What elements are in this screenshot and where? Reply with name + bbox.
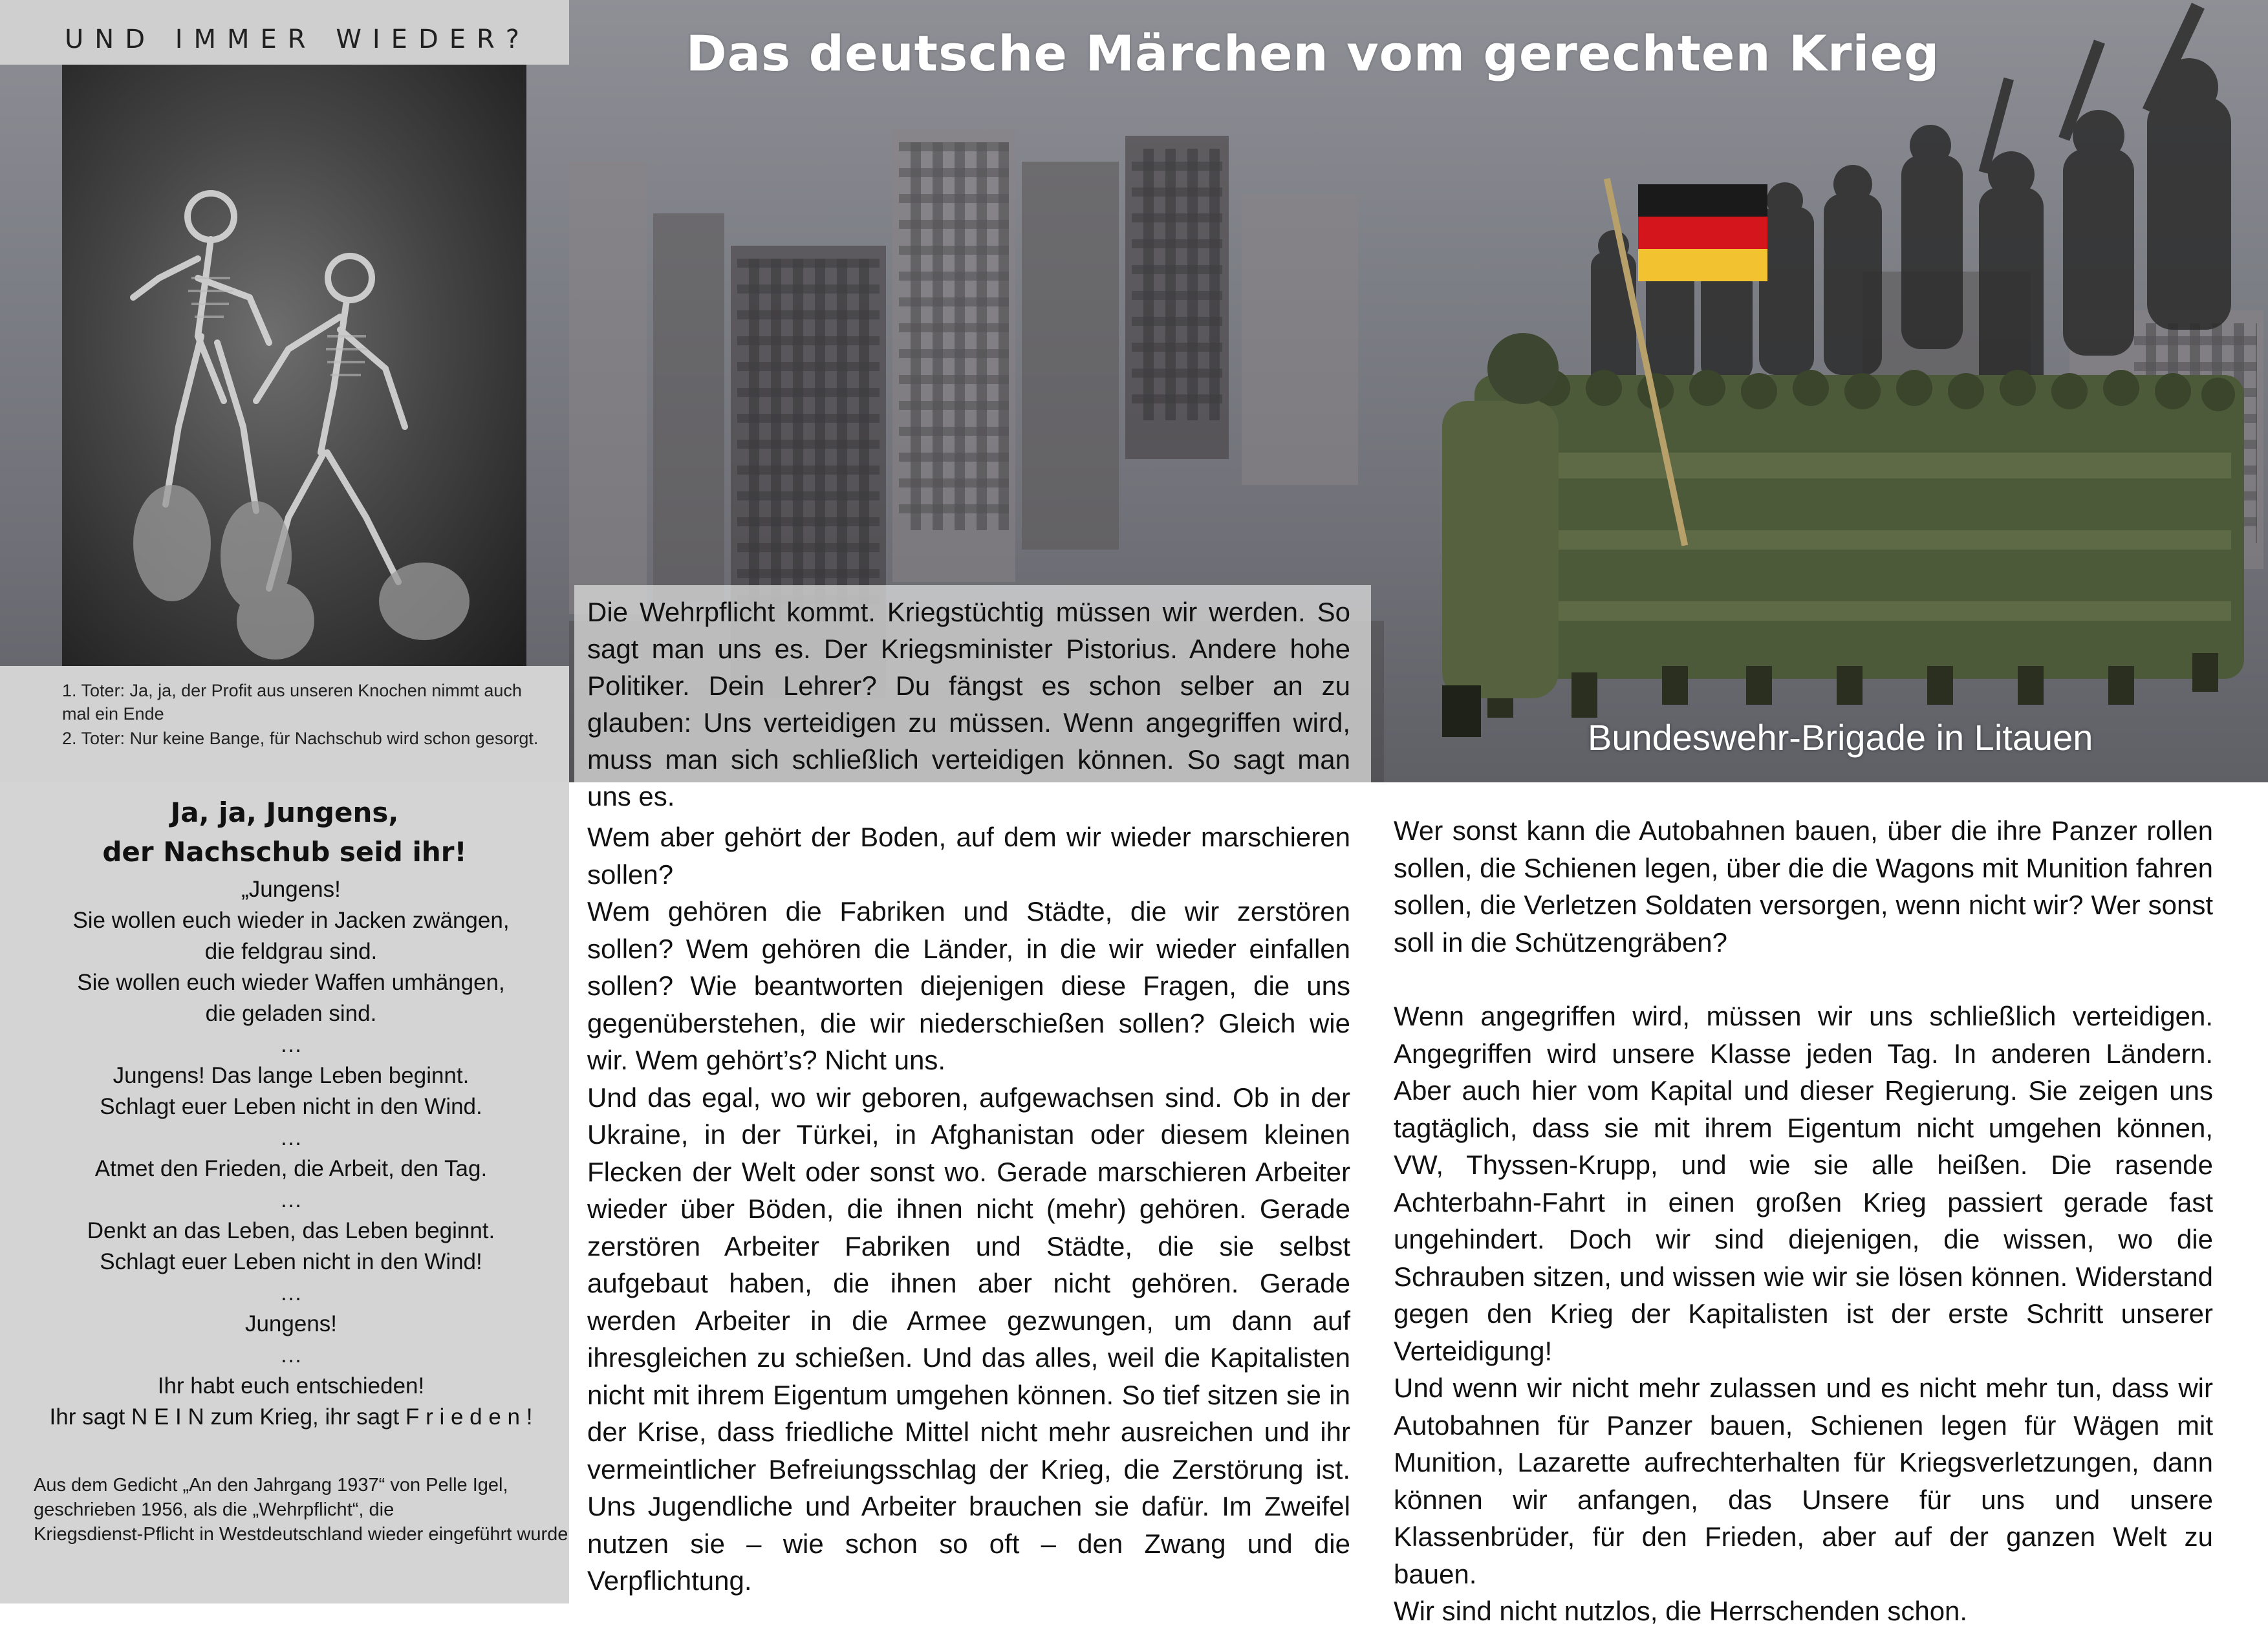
paragraph: Und wenn wir nicht mehr zulassen und es nicht mehr tun, dass wir Autobahnen für Panzer bauen, Schienen legen für Wägen mit Munition, Lazarette aufrechterhalten für Kriegsverletzungen, dann können wir anfangen, das Unsere für uns und unsere Klassenbrüder, für den Frieden, aber auf der ganzen Welt zu bauen. [1394, 1373, 2213, 1589]
poem-line: Schlagt euer Leben nicht in den Wind! [100, 1249, 482, 1274]
ruined-building [1242, 194, 1358, 485]
poem-line: Ihr sagt N E I N zum Krieg, ihr sagt F r i e d e n ! [49, 1404, 533, 1430]
brigade-photo-caption: Bundeswehr-Brigade in Litauen [1588, 717, 2093, 758]
poem-line: Schlagt euer Leben nicht in den Wind. [100, 1094, 482, 1119]
page-title: Das deutsche Märchen vom gerechten Krieg [686, 25, 1940, 82]
photo-caption-line: 1. Toter: Ja, ja, der Profit aus unseren Knochen nimmt auch [62, 681, 522, 700]
paragraph: Wer sonst kann die Autobahnen bauen, über die ihre Panzer rollen sollen, die Schienen legen, über die die Wagons mit Munition fahren sollen, die Verletzen Soldaten versorgen, wenn nicht wir? Wer sonst soll in die Schützengräben? [1394, 815, 2213, 958]
poem-line: Jungens! [244, 1311, 338, 1336]
poem-line: die feldgrau sind. [204, 939, 378, 964]
poem-line: … [279, 1280, 303, 1305]
building-windows [1132, 149, 1222, 420]
poem-heading-line1: Ja, ja, Jungens, [170, 797, 399, 828]
right-text-column [1394, 812, 2213, 1630]
photo-caption-line: 2. Toter: Nur keine Bange, für Nachschub wird schon gesorgt. [62, 729, 539, 748]
soldiers-illustration [1358, 0, 2268, 782]
building-windows [737, 259, 880, 621]
poem-source-line: Aus dem Gedicht „An den Jahrgang 1937“ von Pelle Igel, [34, 1475, 508, 1496]
poem-line: Denkt an das Leben, das Leben beginnt. [87, 1218, 495, 1243]
poem-source-line: geschrieben 1956, als die „Wehrpflicht“, die [34, 1499, 394, 1520]
marching-troop-block [1442, 333, 2244, 737]
poem-line: Jungens! Das lange Leben beginnt. [113, 1063, 470, 1088]
poem-line: Atmet den Frieden, die Arbeit, den Tag. [94, 1156, 488, 1181]
paragraph-spacer [1394, 961, 2213, 998]
paragraph: Und das egal, wo wir geboren, aufgewachsen sind. Ob in der Ukraine, in der Türkei, in Afghanistan oder diesem kleinen Flecken der Welt oder sonst wo. Gerade marschieren Arbeiter wieder über Böden, die ihnen nicht (mehr) gehören. Gerade zerstören Arbeiter Fabriken und Städte, die sie selbst aufgebaut haben, die ihnen aber nicht gehören. Gerade werden Arbeiter in die Armee gezwungen, um dann auf ihresgleichen zu schießen. Und das alles, weil die Kapitalisten nicht mit ihrem Eigentum umgehen können. So tief sitzen sie in der Krise, dass friedliche Mittel nicht mehr ausreichen und ihr vermeintlicher Befreiungsschlag der Krieg, die Zerstörung ist. Uns Jugendliche und Arbeiter brauchen sie dafür. Im Zweifel nutzen sie – wie schon so oft – den Zwang und die Verpflichtung. [587, 1082, 1350, 1596]
poem-line: Ihr habt euch entschieden! [157, 1373, 425, 1399]
poem-line: … [279, 1032, 303, 1057]
ruined-building [569, 162, 647, 614]
intro-text: Die Wehrpflicht kommt. Kriegstüchtig müssen wir werden. So sagt man uns es. Der Kriegsminister Pistorius. Andere hohe Politiker. Dein Lehrer? Du fängst es schon selber an zu glauben: Uns verteidigen zu müssen. Wenn angegriffen wird, muss man sich schließlich verteidigen können. So sagt man uns es. [587, 597, 1350, 811]
poem-line: … [279, 1125, 303, 1150]
ruined-building [653, 213, 724, 601]
poem-line: Sie wollen euch wieder in Jacken zwängen, [72, 908, 510, 933]
photo-caption-line: mal ein Ende [62, 704, 164, 724]
paragraph: Wir sind nicht nutzlos, die Herrschenden schon. [1394, 1596, 1968, 1626]
poem-line: „Jungens! [241, 877, 341, 902]
paragraph: Wenn angegriffen wird, müssen wir uns schließlich verteidigen. Angegriffen wird unsere Klasse jeden Tag. In anderen Ländern. Aber auch hier vom Kapital und dieser Regierung. Sie zeigen uns tagtäglich, dass sie mit ihrem Eigentum nicht umgehen können, VW, Thyssen-Krupp, und wie sie alle heißen. Die rasende Achterbahn-Fahrt in einen großen Krieg passiert gerade fast ungehindert. Doch wir sind diejenigen, die wissen, wo die Schrauben sitzen, und wissen wie wir sie lösen können. Widerstand gegen den Krieg der Kapitalisten ist der erste Schritt unserer Verteidigung! [1394, 1001, 2213, 1366]
poem-line: … [279, 1342, 303, 1367]
building-windows [899, 142, 1009, 530]
skeletons-drawing [62, 65, 526, 666]
ruined-building [1022, 162, 1119, 550]
paragraph: Wem gehören die Fabriken und Städte, die wir zerstören sollen? Wem gehören die Länder, in die wir wieder einfallen sollen? Wie beantworten diejenigen diese Fragen, die uns gegenüberstehen, die wir niederschießen sollen? Gleich wie wir. Wem gehört’s? Nicht uns. [587, 896, 1350, 1075]
poem-lines [26, 874, 556, 1433]
lead-officer [1442, 401, 1559, 698]
poem-source-line: Kriegsdienst-Pflicht in Westdeutschland wieder eingeführt wurde [34, 1524, 568, 1545]
poem-line: die geladen sind. [205, 1001, 377, 1026]
historic-photo-panel [0, 0, 569, 782]
skeletons-photo [62, 65, 526, 666]
paragraph: Wem aber gehört der Boden, auf dem wir wieder marschieren sollen? [587, 822, 1350, 890]
poem-line: Sie wollen euch wieder Waffen umhängen, [77, 970, 505, 995]
middle-text-column [587, 819, 1350, 1600]
kicker-text: UND IMMER WIEDER? [65, 25, 531, 54]
poem-heading-line2: der Nachschub seid ihr! [102, 836, 467, 868]
poem-line: … [279, 1187, 303, 1212]
